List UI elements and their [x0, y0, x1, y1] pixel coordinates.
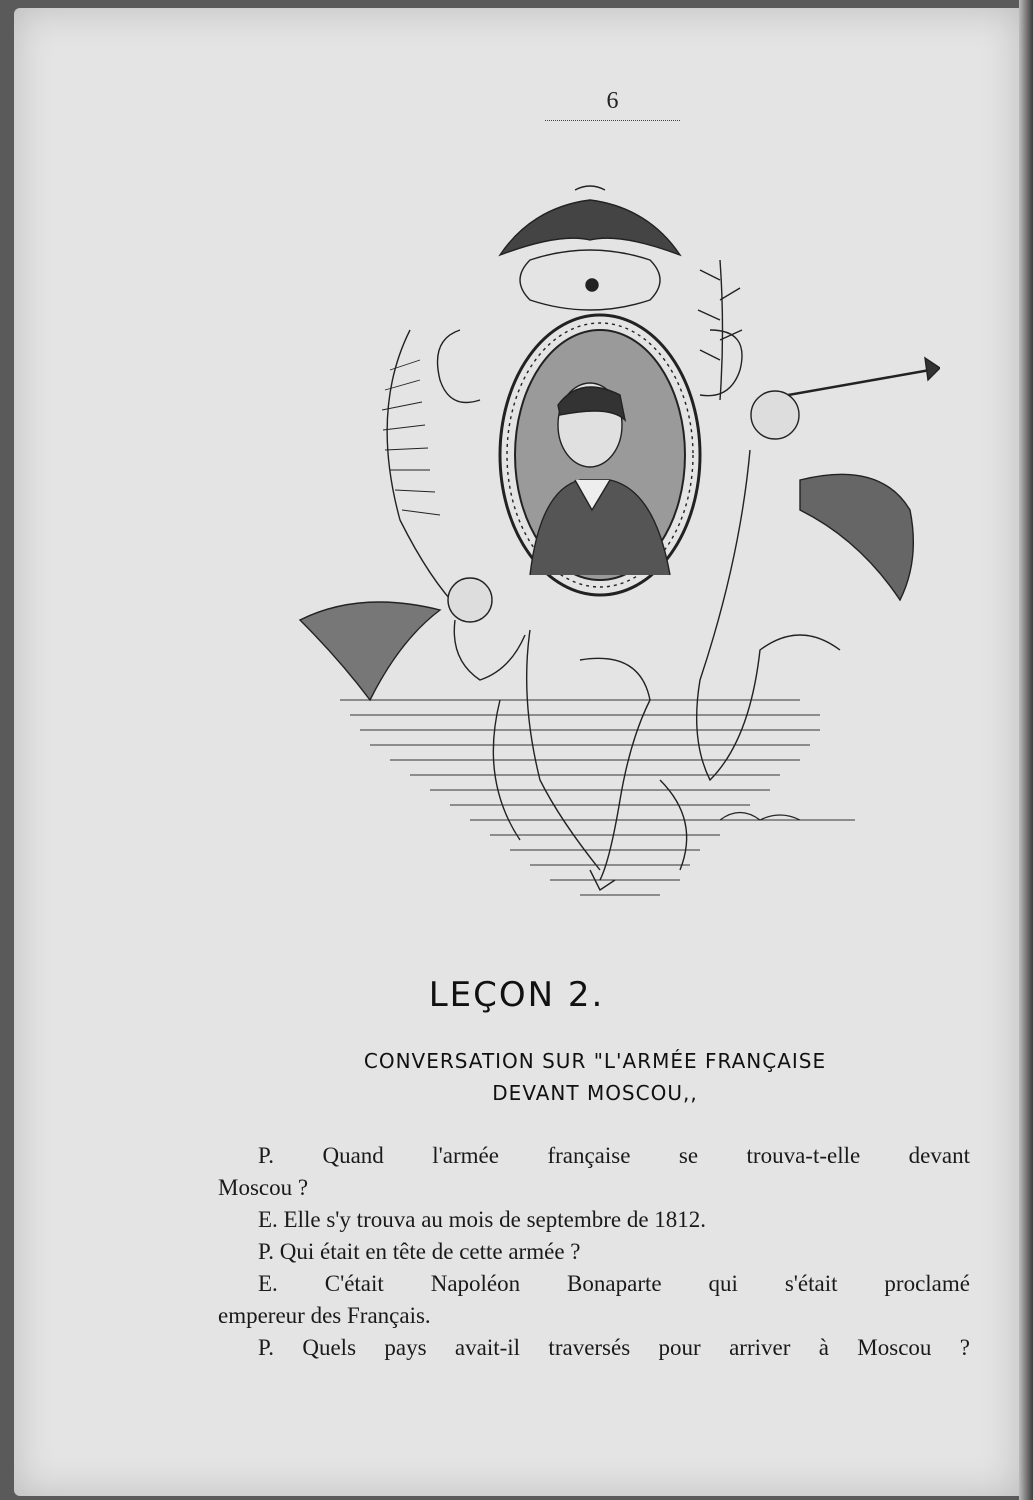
dialogue-line: E. Elle s'y trouva au mois de septembre de 1812. — [258, 1207, 707, 1232]
dialogue-line: P. Quand l'armée française se trouva-t-elle devant — [258, 1143, 970, 1168]
lesson-subtitle — [0, 1045, 1033, 1109]
dialogue-line: P. Qui était en tête de cette armée ? — [258, 1239, 581, 1264]
dialogue-line: empereur des Français. — [218, 1303, 431, 1328]
dialogue-text — [218, 1140, 970, 1364]
lesson-title: LEÇON 2. — [428, 975, 605, 1015]
page-number: 6 — [606, 88, 619, 114]
lesson-subtitle-line-2: DEVANT MOSCOU,, — [492, 1081, 698, 1105]
napoleon-portrait-engraving-icon — [280, 180, 940, 940]
dialogue-line: P. Quels pays avait-il traversés pour arriver à Moscou ? — [258, 1335, 970, 1360]
dialogue-line: E. C'était Napoléon Bonaparte qui s'était proclamé — [258, 1271, 970, 1296]
page-edge — [1019, 0, 1033, 1500]
page-number-rule — [545, 120, 680, 121]
lesson-subtitle-line-1: CONVERSATION SUR "L'ARMÉE FRANÇAISE — [363, 1049, 827, 1073]
dialogue-line: Moscou ? — [218, 1175, 309, 1200]
